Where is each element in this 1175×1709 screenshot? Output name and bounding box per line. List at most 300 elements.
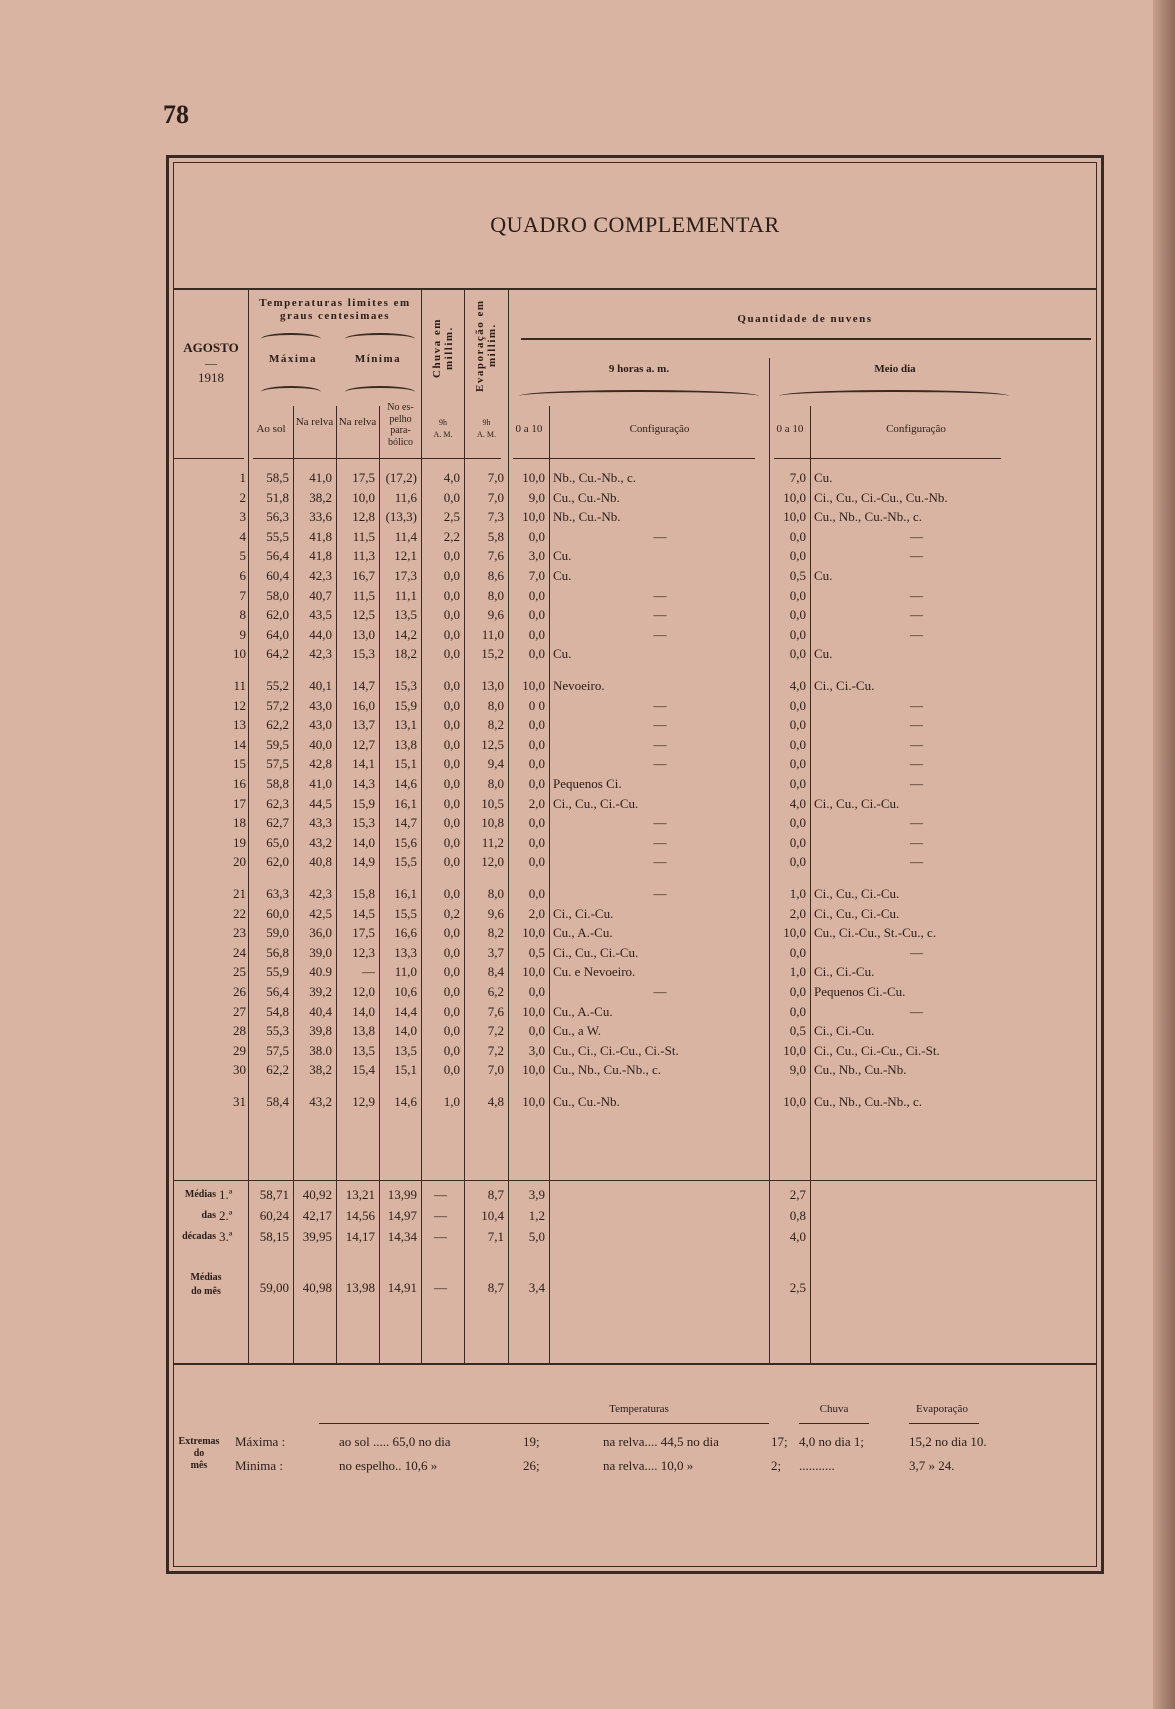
config-am-cell: Cu., A.-Cu. <box>553 1003 613 1019</box>
decade-avg-cell: 13,21 <box>345 1187 375 1202</box>
espelho-cell: 13,5 <box>394 1042 417 1058</box>
header-underline <box>513 458 755 459</box>
evap-cell: 8,4 <box>487 964 504 980</box>
espelho-cell: 13,1 <box>394 717 417 733</box>
table-frame <box>166 155 1104 1574</box>
nuvens-am-cell: 0,0 <box>528 1023 545 1039</box>
chuva-cell: 0,0 <box>443 548 460 564</box>
evap-cell: 8,0 <box>487 886 504 901</box>
min-relva-cell: 13,5 <box>352 1042 375 1058</box>
chuva-cell: 0,0 <box>443 815 460 831</box>
min-relva-cell: 14,3 <box>352 776 375 791</box>
evap-cell: 8,2 <box>487 717 504 733</box>
max-relva-cell: 38,2 <box>309 489 332 505</box>
header-0-10-noon: 0 a 10 <box>776 423 804 435</box>
config-am-cell: — <box>653 756 667 772</box>
header-month: AGOSTO <box>183 340 239 355</box>
config-am-cell: — <box>653 736 667 752</box>
min-relva-cell: 11,5 <box>352 528 375 544</box>
chuva-cell: 0,0 <box>443 1003 460 1019</box>
month-avg-cell: 3,4 <box>528 1280 545 1295</box>
min-relva-cell: 14,1 <box>352 756 375 772</box>
decade-avg-cell: 42,17 <box>302 1208 332 1223</box>
min-relva-cell: 17,5 <box>352 925 375 941</box>
extremes-min-espelho: no espelho.. 10,6 » <box>339 1458 438 1473</box>
max-relva-cell: 41,0 <box>309 470 332 485</box>
max-relva-cell: 44,0 <box>309 626 332 642</box>
config-am-cell: Cu., a W. <box>553 1023 602 1039</box>
nuvens-am-cell: 0,0 <box>528 607 545 623</box>
evap-cell: 7,2 <box>487 1023 504 1039</box>
max-relva-cell: 42,5 <box>309 905 332 921</box>
nuvens-am-cell: 10,0 <box>522 1062 545 1078</box>
decade-avg-cell: 10,4 <box>481 1208 504 1223</box>
chuva-cell: 0,0 <box>443 925 460 941</box>
min-relva-cell: 11,3 <box>352 548 375 564</box>
min-relva-cell: 14,7 <box>352 678 375 693</box>
day-cell: 11 <box>233 678 246 693</box>
config-noon-cell: — <box>910 697 923 713</box>
evap-cell: 7,0 <box>487 1062 504 1078</box>
nuvens-noon-cell: 0,0 <box>789 1003 806 1019</box>
month-avg-cell: — <box>434 1280 447 1295</box>
nuvens-noon-cell: 10,0 <box>783 1094 806 1109</box>
chuva-cell: 0,0 <box>443 697 460 713</box>
evap-cell: 7,6 <box>487 1003 504 1019</box>
ao-sol-cell: 62,0 <box>266 854 289 870</box>
decade-avg-cell: — <box>434 1229 447 1244</box>
decade-avg-cell: 1.ª <box>219 1187 233 1202</box>
espelho-cell: (13,3) <box>385 509 417 525</box>
decade-avg-cell: 3.ª <box>219 1229 233 1244</box>
nuvens-noon-cell: 0,0 <box>789 717 806 733</box>
chuva-cell: 2,5 <box>443 509 460 525</box>
espelho-cell: 11,6 <box>394 489 417 505</box>
nuvens-noon-cell: 0,0 <box>789 944 806 960</box>
nuvens-am-cell: 0,0 <box>528 834 545 850</box>
nuvens-am-cell: 0 0 <box>528 697 545 713</box>
config-noon-cell: — <box>910 548 923 564</box>
chuva-cell: 0,0 <box>443 568 460 583</box>
header-underline <box>174 458 244 459</box>
ao-sol-cell: 55,5 <box>266 528 289 544</box>
decade-avg-cell: 40,92 <box>302 1187 332 1202</box>
header-dash: — <box>205 356 217 370</box>
evap-cell: 8,0 <box>487 697 504 713</box>
header-config-am: Configuração <box>629 423 690 435</box>
nuvens-noon-cell: 1,0 <box>789 886 806 901</box>
config-am-cell: Cu., Cu.-Nb. <box>553 1094 620 1109</box>
config-am-cell: — <box>653 984 667 999</box>
nuvens-am-cell: 10,0 <box>522 509 545 525</box>
chuva-cell: 0,0 <box>443 1042 460 1058</box>
extremes-chuva: Chuva <box>819 1403 849 1415</box>
nuvens-noon-cell: 10,0 <box>783 509 806 525</box>
table-title: QUADRO COMPLEMENTAR <box>490 212 780 237</box>
config-noon-cell: Cu., Nb., Cu.-Nb., c. <box>814 1094 922 1109</box>
max-relva-cell: 41,8 <box>309 548 332 564</box>
ao-sol-cell: 60,4 <box>266 568 289 583</box>
chuva-cell: 0,0 <box>443 626 460 642</box>
evap-cell: 7,3 <box>487 509 504 525</box>
chuva-cell: 0,0 <box>443 795 460 811</box>
day-cell: 3 <box>239 509 246 525</box>
chuva-cell: 0,0 <box>443 984 460 999</box>
evap-cell: 6,2 <box>487 984 504 999</box>
max-relva-cell: 43,0 <box>309 697 332 713</box>
evap-cell: 4,8 <box>487 1094 504 1109</box>
nuvens-noon-cell: 0,0 <box>789 528 806 544</box>
evap-cell: 12,0 <box>481 854 504 870</box>
min-relva-cell: 12,5 <box>352 607 375 623</box>
ao-sol-cell: 65,0 <box>266 834 289 850</box>
chuva-cell: 0,0 <box>443 944 460 960</box>
config-noon-cell: — <box>910 626 923 642</box>
espelho-cell: 13,5 <box>394 607 417 623</box>
ao-sol-cell: 56,3 <box>266 509 289 525</box>
evap-cell: 5,8 <box>487 528 504 544</box>
ao-sol-cell: 57,2 <box>266 697 289 713</box>
header-espelho: No es-pelho para-bólico <box>387 402 414 448</box>
max-relva-cell: 39,2 <box>309 984 332 999</box>
config-noon-cell: Ci., Cu., Ci.-Cu. <box>814 795 900 811</box>
decade-avg-cell: 4,0 <box>789 1229 806 1244</box>
config-noon-cell: Cu. <box>814 470 833 485</box>
nuvens-am-cell: 9,0 <box>528 489 545 505</box>
max-relva-cell: 39,0 <box>309 944 332 960</box>
ao-sol-cell: 55,9 <box>266 964 289 980</box>
month-avg-cell: 8,7 <box>487 1280 504 1295</box>
min-relva-cell: 13,0 <box>352 626 375 642</box>
espelho-cell: 15,1 <box>394 1062 417 1078</box>
evap-cell: 8,6 <box>487 568 504 583</box>
decades-label-3: décadas <box>182 1231 216 1242</box>
day-cell: 13 <box>233 717 246 733</box>
header-ao-sol: Ao sol <box>256 423 286 435</box>
decades-label-2: das <box>201 1210 216 1221</box>
config-am-cell: — <box>653 626 667 642</box>
min-relva-cell: 12,0 <box>352 984 375 999</box>
extremes-max-evap: 15,2 no dia 10. <box>909 1434 987 1449</box>
nuvens-rule <box>521 338 1091 340</box>
nuvens-am-cell: 0,0 <box>528 984 545 999</box>
config-am-cell: Ci., Cu., Ci.-Cu. <box>553 944 639 960</box>
min-relva-cell: 17,5 <box>352 470 375 485</box>
extremes-temp-rule <box>319 1423 769 1424</box>
nuvens-am-cell: 10,0 <box>522 1094 545 1109</box>
extremes-label-2: do <box>193 1448 205 1459</box>
config-noon-cell: — <box>910 815 923 831</box>
decade-avg-cell: 5,0 <box>528 1229 545 1244</box>
espelho-cell: 14,6 <box>394 776 417 791</box>
ao-sol-cell: 57,5 <box>266 1042 289 1058</box>
ao-sol-cell: 62,2 <box>266 1062 289 1078</box>
day-cell: 1 <box>239 470 246 485</box>
extremes-max-chuva: 4,0 no dia 1; <box>799 1434 864 1449</box>
config-am-cell: Cu., Nb., Cu.-Nb., c. <box>553 1062 661 1078</box>
max-relva-cell: 36,0 <box>309 925 332 941</box>
chuva-cell: 0,0 <box>443 678 460 693</box>
config-noon-cell: Ci., Cu., Ci.-Cu., Ci.-St. <box>814 1042 940 1058</box>
decade-avg-cell: 14,56 <box>345 1208 375 1223</box>
config-am-cell: Ci., Cu., Ci.-Cu. <box>553 795 639 811</box>
ao-sol-cell: 54,8 <box>266 1003 289 1019</box>
config-am-cell: — <box>653 834 667 850</box>
max-relva-cell: 40,1 <box>309 678 332 693</box>
max-relva-cell: 39,8 <box>309 1023 332 1039</box>
config-noon-cell: Ci., Cu., Ci.-Cu. <box>814 905 900 921</box>
evap-cell: 11,2 <box>481 834 504 850</box>
extremes-label-3: mês <box>190 1460 208 1471</box>
config-noon-cell: Pequenos Ci.-Cu. <box>814 984 906 999</box>
day-cell: 15 <box>233 756 246 772</box>
extremes-min-chuva: ........... <box>799 1458 835 1473</box>
config-noon-cell: — <box>910 736 923 752</box>
nuvens-noon-cell: 0,0 <box>789 587 806 603</box>
config-noon-cell: Cu. <box>814 568 833 583</box>
decade-avg-cell: 8,7 <box>487 1187 504 1202</box>
max-relva-cell: 38.0 <box>309 1042 332 1058</box>
decade-avg-cell: 13,99 <box>387 1187 417 1202</box>
nuvens-noon-cell: 10,0 <box>783 1042 806 1058</box>
chuva-cell: 0,0 <box>443 776 460 791</box>
ao-sol-cell: 58,8 <box>266 776 289 791</box>
extremes-max-relva: na relva.... 44,5 no dia <box>603 1434 719 1449</box>
chuva-cell: 0,0 <box>443 886 460 901</box>
nuvens-am-cell: 0,0 <box>528 854 545 870</box>
config-noon-cell: — <box>910 854 923 870</box>
nuvens-noon-cell: 0,0 <box>789 736 806 752</box>
chuva-cell: 0,0 <box>443 1023 460 1039</box>
ao-sol-cell: 55,3 <box>266 1023 289 1039</box>
config-am-cell: Nb., Cu.-Nb., c. <box>553 470 637 485</box>
espelho-cell: 12,1 <box>394 548 417 564</box>
config-noon-cell: — <box>910 756 923 772</box>
brace-minima <box>345 333 415 345</box>
evap-cell: 10,5 <box>481 795 504 811</box>
day-cell: 5 <box>239 548 246 564</box>
evap-cell: 12,5 <box>481 736 504 752</box>
decade-avg-cell: 1,2 <box>528 1208 545 1223</box>
min-relva-cell: 12,7 <box>352 736 375 752</box>
config-am-cell: — <box>653 697 667 713</box>
config-am-cell: — <box>653 717 667 733</box>
ao-sol-cell: 60,0 <box>266 905 289 921</box>
nuvens-am-cell: 10,0 <box>522 1003 545 1019</box>
espelho-cell: 14,0 <box>394 1023 417 1039</box>
extremes-max-relva-day: 17; <box>771 1434 788 1449</box>
nuvens-am-cell: 0,0 <box>528 815 545 831</box>
evap-cell: 9,6 <box>487 607 504 623</box>
extremes-evaporacao: Evaporação <box>916 1403 968 1415</box>
config-am-cell: — <box>653 607 667 623</box>
header-chuva-9h: 9h <box>439 418 447 427</box>
decade-avg-cell: 3,9 <box>528 1187 545 1202</box>
nuvens-am-cell: 3,0 <box>528 548 545 564</box>
evap-cell: 10,8 <box>481 815 504 831</box>
extremes-temperaturas: Temperaturas <box>609 1403 669 1415</box>
nuvens-am-cell: 0,0 <box>528 587 545 603</box>
extremes-min-relva: na relva.... 10,0 » <box>603 1458 694 1473</box>
config-am-cell: — <box>653 886 667 901</box>
ao-sol-cell: 56,8 <box>266 944 289 960</box>
espelho-cell: 11,4 <box>394 528 417 544</box>
nuvens-noon-cell: 4,0 <box>789 795 806 811</box>
min-relva-cell: 14,0 <box>352 1003 375 1019</box>
espelho-cell: 15,6 <box>394 834 417 850</box>
day-cell: 14 <box>233 736 246 752</box>
header-chuva: Chuva em millim. <box>431 318 455 378</box>
nuvens-noon-cell: 0,0 <box>789 776 806 791</box>
day-cell: 2 <box>239 489 246 505</box>
nuvens-noon-cell: 0,0 <box>789 854 806 870</box>
max-relva-cell: 44,5 <box>309 795 332 811</box>
month-avg-cell: 59,00 <box>259 1280 289 1295</box>
ao-sol-cell: 51,8 <box>266 489 289 505</box>
ao-sol-cell: 62,2 <box>266 717 289 733</box>
header-na-relva: Na relva <box>295 416 334 428</box>
config-am-cell: Cu., Cu.-Nb. <box>553 489 620 505</box>
espelho-cell: 14,2 <box>394 626 417 642</box>
espelho-cell: 11,1 <box>394 587 417 603</box>
config-noon-cell: Cu. <box>814 646 833 662</box>
nuvens-noon-cell: 0,0 <box>789 548 806 564</box>
brace-9-horas <box>519 390 759 402</box>
nuvens-am-cell: 2,0 <box>528 795 545 811</box>
config-am-cell: — <box>653 854 667 870</box>
nuvens-am-cell: 0,0 <box>528 756 545 772</box>
config-am-cell: — <box>653 587 667 603</box>
header-temp-group: Temperaturas limites em graus centesimaes <box>259 297 411 322</box>
header-0-10-am: 0 a 10 <box>515 423 543 435</box>
nuvens-am-cell: 0,0 <box>528 717 545 733</box>
month-avg-label-2: do mês <box>191 1286 221 1297</box>
day-cell: 16 <box>233 776 246 791</box>
espelho-cell: 16,6 <box>394 925 417 941</box>
day-cell: 7 <box>239 587 246 603</box>
day-cell: 4 <box>239 528 246 544</box>
nuvens-noon-cell: 0,0 <box>789 984 806 999</box>
config-noon-cell: Ci., Ci.-Cu. <box>814 964 875 980</box>
brace-meio-dia <box>779 390 1009 402</box>
day-cell: 26 <box>233 984 246 999</box>
ao-sol-cell: 62,7 <box>266 815 289 831</box>
ao-sol-cell: 59,5 <box>266 736 289 752</box>
extremes-min-relva-day: 2; <box>771 1458 782 1473</box>
config-am-cell: Pequenos Ci. <box>553 776 622 791</box>
ao-sol-cell: 64,2 <box>266 646 289 662</box>
ao-sol-cell: 63,3 <box>266 886 289 901</box>
nuvens-noon-cell: 7,0 <box>789 470 806 485</box>
espelho-cell: 17,3 <box>394 568 417 583</box>
ao-sol-cell: 59,0 <box>266 925 289 941</box>
day-cell: 31 <box>233 1094 246 1109</box>
evap-cell: 7,2 <box>487 1042 504 1058</box>
config-am-cell: Nb., Cu.-Nb. <box>553 509 621 525</box>
day-cell: 27 <box>233 1003 246 1019</box>
ao-sol-cell: 56,4 <box>266 984 289 999</box>
evap-cell: 8,0 <box>487 587 504 603</box>
min-relva-cell: 13,7 <box>352 717 375 733</box>
extremes-label-1: Extremas <box>178 1436 220 1447</box>
espelho-cell: 13,3 <box>394 944 417 960</box>
month-end-rule <box>174 1180 1096 1181</box>
espelho-cell: 16,1 <box>394 886 417 901</box>
evap-cell: 3,7 <box>487 944 504 960</box>
config-noon-cell: — <box>910 944 923 960</box>
nuvens-am-cell: 0,0 <box>528 626 545 642</box>
nuvens-noon-cell: 2,0 <box>789 905 806 921</box>
day-cell: 29 <box>233 1042 246 1058</box>
nuvens-noon-cell: 10,0 <box>783 489 806 505</box>
day-cell: 22 <box>233 905 246 921</box>
decade-avg-cell: 58,15 <box>259 1229 289 1244</box>
nuvens-noon-cell: 0,0 <box>789 834 806 850</box>
decade-avg-cell: 60,24 <box>259 1208 289 1223</box>
col-line <box>810 406 811 1363</box>
config-am-cell: Cu., Ci., Ci.-Cu., Ci.-St. <box>553 1042 679 1058</box>
ao-sol-cell: 62,3 <box>266 795 289 811</box>
espelho-cell: 15,5 <box>394 854 417 870</box>
max-relva-cell: 42,3 <box>309 568 332 583</box>
config-noon-cell: — <box>910 607 923 623</box>
min-relva-cell: 14,9 <box>352 854 375 870</box>
day-cell: 8 <box>239 607 246 623</box>
config-noon-cell: — <box>910 1003 923 1019</box>
evap-cell: 13,0 <box>481 678 504 693</box>
nuvens-noon-cell: 0,0 <box>789 646 806 662</box>
chuva-cell: 0,0 <box>443 1062 460 1078</box>
max-relva-cell: 40,8 <box>309 854 332 870</box>
header-config-noon: Configuração <box>886 423 946 435</box>
col-line <box>549 406 550 1363</box>
month-avg-label-1: Médias <box>190 1272 222 1283</box>
espelho-cell: 15,1 <box>394 756 417 772</box>
nuvens-noon-cell: 0,0 <box>789 756 806 772</box>
nuvens-am-cell: 0,0 <box>528 776 545 791</box>
min-relva-cell: 15,3 <box>352 815 375 831</box>
evap-cell: 9,6 <box>487 905 504 921</box>
decade-avg-cell: 7,1 <box>487 1229 504 1244</box>
espelho-cell: 14,7 <box>394 815 417 831</box>
config-noon-cell: — <box>910 834 923 850</box>
config-noon-cell: — <box>910 717 923 733</box>
nuvens-noon-cell: 0,0 <box>789 607 806 623</box>
header-9-horas: 9 horas a. m. <box>608 363 670 375</box>
config-am-cell: Cu., A.-Cu. <box>553 925 613 941</box>
extremes-evap-rule <box>909 1423 979 1424</box>
max-relva-cell: 40,0 <box>309 736 332 752</box>
nuvens-noon-cell: 1,0 <box>789 964 806 980</box>
chuva-cell: 0,0 <box>443 964 460 980</box>
day-cell: 6 <box>239 568 246 583</box>
summary-rule <box>174 1363 1096 1365</box>
min-relva-cell: 16,0 <box>352 697 375 713</box>
extremes-minima-label: Minima : <box>235 1458 284 1473</box>
month-avg-cell: 13,98 <box>345 1280 375 1295</box>
day-cell: 18 <box>233 815 246 831</box>
nuvens-noon-cell: 0,5 <box>789 1023 806 1039</box>
min-relva-cell: 10,0 <box>352 489 375 505</box>
day-cell: 10 <box>233 646 246 662</box>
header-evap-am: A. M. <box>477 430 496 439</box>
config-noon-cell: Cu., Nb., Cu.-Nb., c. <box>814 509 922 525</box>
header-evap-9h: 9h <box>482 418 491 427</box>
config-am-cell: — <box>653 815 667 831</box>
nuvens-noon-cell: 9,0 <box>789 1062 806 1078</box>
decade-avg-cell: 2,7 <box>789 1187 806 1202</box>
ao-sol-cell: 58,4 <box>266 1094 289 1109</box>
